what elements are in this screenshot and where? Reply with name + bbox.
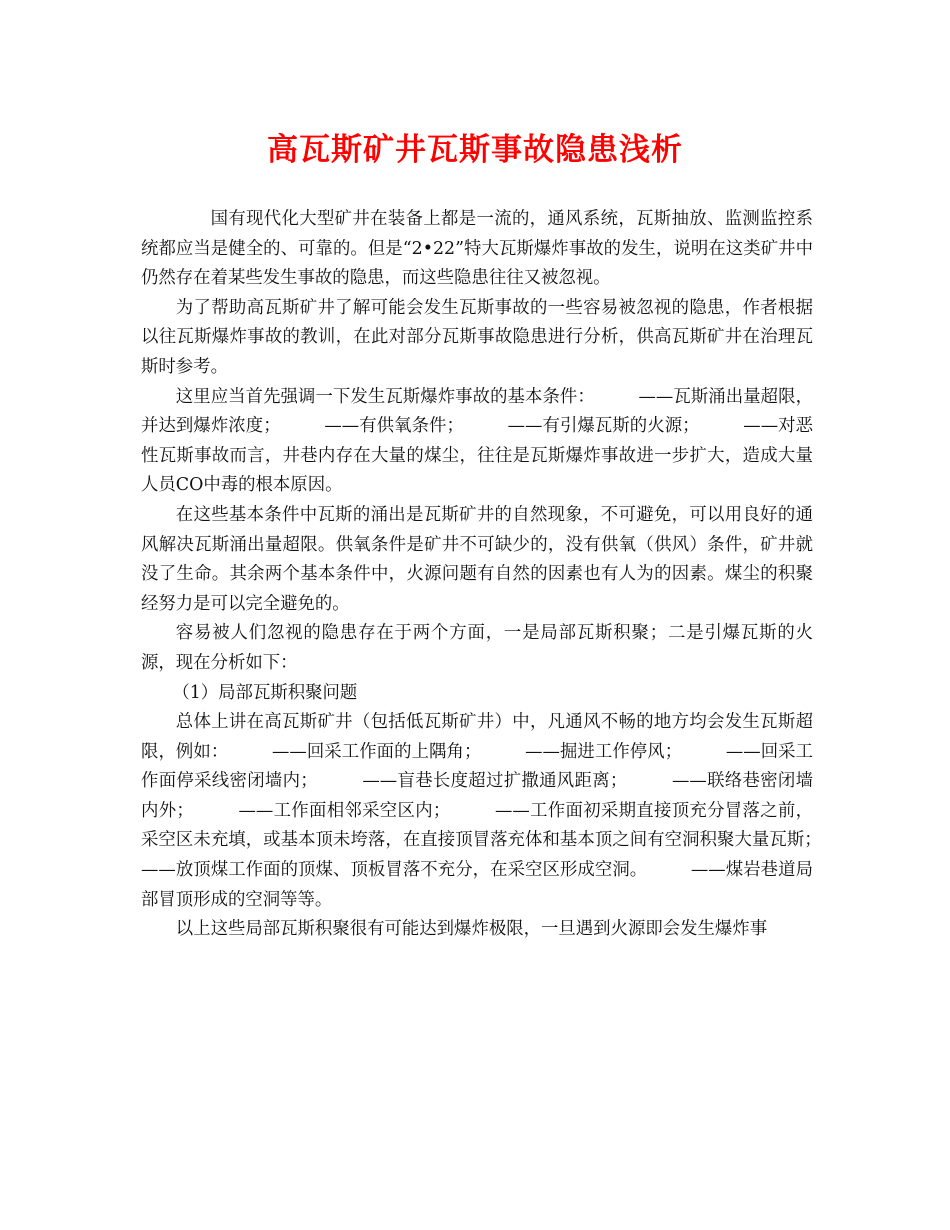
paragraph-conditions-analysis: 在这些基本条件中瓦斯的涌出是瓦斯矿井的自然现象，不可避免，可以用良好的通风解决瓦斯涌出量超限。供氧条件是矿井不可缺少的，没有供氧（供风）条件，矿井就没了生命。其余两个基本条件中，火源问题有自然的因素也有人为的因素。煤尘的积聚经努力是可以完全避免的。	[141, 504, 813, 614]
paragraph-hazards-overview: 容易被人们忽视的隐患存在于两个方面，一是局部瓦斯积聚；二是引爆瓦斯的火源，现在分析如下：	[141, 623, 813, 673]
paragraph-explosion-risk: 以上这些局部瓦斯积聚很有可能达到爆炸极限，一旦遇到火源即会发生爆炸事	[175, 919, 768, 940]
paragraph-conditions: 这里应当首先强调一下发生瓦斯爆炸事故的基本条件： ——瓦斯涌出量超限，并达到爆炸浓度； ——有供氧条件； ——有引爆瓦斯的火源； ——对恶性瓦斯事故而言，井巷内存在大量的煤尘，往往是瓦斯爆炸事故进一步扩大，造成大量人员CO中毒的根本原因。	[141, 386, 813, 496]
paragraph-purpose: 为了帮助高瓦斯矿井了解可能会发生瓦斯事故的一些容易被忽视的隐患，作者根据以往瓦斯爆炸事故的教训，在此对部分瓦斯事故隐患进行分析，供高瓦斯矿井在治理瓦斯时参考。	[141, 297, 813, 377]
document-title: 高瓦斯矿井瓦斯事故隐患浅析	[267, 132, 683, 168]
section-heading-gas-accumulation: （1）局部瓦斯积聚问题	[172, 682, 358, 703]
document-body	[141, 205, 866, 945]
paragraph-gas-accumulation: 总体上讲在高瓦斯矿井（包括低瓦斯矿井）中，凡通风不畅的地方均会发生瓦斯超限，例如： ——回采工作面的上隅角； ——掘进工作停风； ——回采工作面停采线密闭墙内； ——盲巷长度超过扩撒通风距离； ——联络巷密闭墙内外； ——工作面相邻采空区内； ——工作面初采期直接顶充分冒落之前，采空区未充填，或基本顶未垮落，在直接顶冒落充体和基本顶之间有空洞积聚大量瓦斯； ——放顶煤工作面的顶煤、顶板冒落不充分，在采空区形成空洞。 ——煤岩巷道局部冒顶形成的空洞等等。	[141, 712, 866, 910]
paragraph-intro: 国有现代化大型矿井在装备上都是一流的，通风系统，瓦斯抽放、监测监控系统都应当是健全的、可靠的。但是“2•22”特大瓦斯爆炸事故的发生，说明在这类矿井中仍然存在着某些发生事故的隐患，而这些隐患往往又被忽视。	[141, 209, 813, 289]
